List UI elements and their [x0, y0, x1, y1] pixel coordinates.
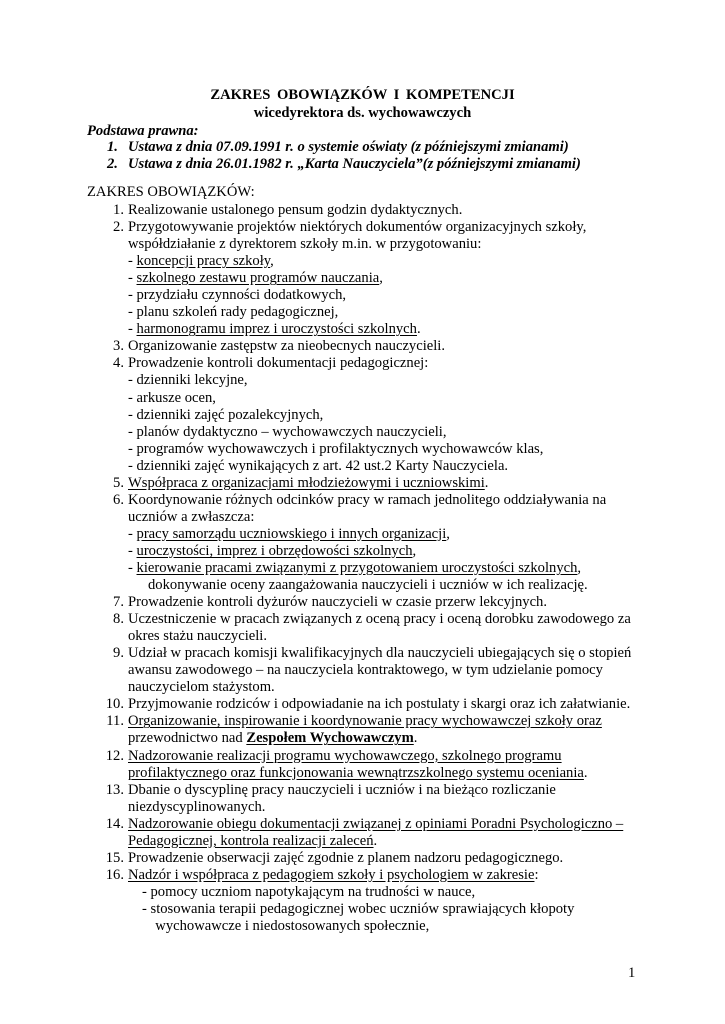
list-line-text [128, 543, 416, 560]
text-fragment: . [416, 321, 421, 338]
list-item-number: 14. [105, 815, 124, 832]
list-line-text [128, 219, 586, 236]
list-line [96, 765, 656, 782]
list-line-text [148, 577, 588, 594]
list-line [96, 577, 656, 594]
legal-basis-text: Ustawa z dnia 07.09.1991 r. o systemie oświaty (z późniejszymi zmianami) [128, 139, 569, 155]
list-line-text [128, 304, 338, 321]
text-fragment: , [270, 253, 274, 270]
text-fragment: Prowadzenie kontroli dyżurów nauczycieli w czasie przerw lekcyjnych. [128, 594, 547, 611]
list-line [96, 219, 656, 236]
list-line [96, 611, 656, 628]
list-item-number: 1. [113, 202, 124, 218]
underlined-text: harmonogramu imprez i uroczystości szkolnych [136, 321, 417, 338]
list-line-text [128, 338, 445, 355]
list-line [96, 594, 656, 611]
list-item-number: 16. [105, 866, 124, 883]
text-fragment: dokonywanie oceny zaangażowania nauczycieli i uczniów w ich realizację. [148, 577, 588, 594]
list-line [96, 236, 656, 253]
list-line-text [128, 390, 216, 407]
list-line [96, 492, 656, 509]
list-item-number: 12. [105, 747, 124, 764]
section-heading: ZAKRES OBOWIĄZKÓW: [87, 184, 255, 200]
text-fragment: - [128, 253, 137, 270]
list-line [96, 287, 656, 304]
text-fragment: - stosowania terapii pedagogicznej wobec uczniów sprawiających kłopoty [142, 900, 575, 917]
list-item-number: 6. [113, 491, 124, 508]
list-line-text [128, 765, 588, 782]
list-line-text [148, 918, 429, 935]
list-line-text [128, 475, 488, 492]
list-line-text [128, 645, 631, 662]
list-line [96, 713, 656, 730]
legal-basis-number: 1. [107, 139, 118, 155]
text-fragment: , [446, 525, 450, 542]
list-line [96, 918, 656, 935]
underlined-text: pracy samorządu uczniowskiego i innych organizacji [136, 525, 447, 542]
list-line-text [128, 509, 254, 526]
list-line-text [128, 748, 562, 765]
text-fragment: Przygotowywanie projektów niektórych dokumentów organizacyjnych szkoły, [128, 219, 587, 236]
list-line [96, 509, 656, 526]
list-line [96, 901, 656, 918]
text-fragment: - [128, 525, 137, 542]
text-fragment: uczniów a zwłaszcza: [128, 508, 255, 525]
underlined-text: Nadzorowanie realizacji programu wychowawczego, szkolnego programu [128, 747, 562, 764]
underlined-text: szkolnego zestawu programów nauczania [136, 270, 380, 287]
list-item-number: 8. [113, 611, 124, 628]
list-item-number: 4. [113, 355, 124, 372]
duties-list [96, 202, 656, 935]
text-fragment: - dzienniki lekcyjne, [128, 372, 248, 389]
list-line [96, 679, 656, 696]
list-line-text [128, 236, 481, 253]
list-line-text [128, 782, 556, 799]
list-line-text [128, 560, 581, 577]
list-line-text [128, 594, 547, 611]
text-fragment: Prowadzenie kontroli dokumentacji pedagogicznej: [128, 355, 429, 372]
text-fragment: : [534, 866, 539, 883]
list-line [96, 304, 656, 321]
underlined-text: Nadzorowanie obiegu dokumentacji związanej z opiniami Poradni Psychologiczno – [128, 815, 624, 832]
list-line [96, 338, 656, 355]
text-fragment: Dbanie o dyscyplinę pracy nauczycieli i uczniów i na bieżąco rozliczanie [128, 781, 556, 798]
list-line-text [128, 458, 508, 475]
text-fragment: - pomocy uczniom napotykającym na trudności w nauce, [142, 883, 476, 900]
document-subtitle: wicedyrektora ds. wychowawczych [253, 105, 472, 121]
text-fragment: Przyjmowanie rodziców i odpowiadanie na ich postulaty i skargi oraz ich załatwianie. [128, 696, 631, 713]
legal-basis-item [107, 155, 581, 173]
underlined-text: profilaktycznego oraz funkcjonowania wewnątrzszkolnego systemu oceniania [128, 764, 584, 781]
text-fragment: - przydziału czynności dodatkowych, [128, 287, 347, 304]
list-line-text [128, 679, 275, 696]
list-line [96, 475, 656, 492]
text-fragment: niezdyscyplinowanych. [128, 798, 266, 815]
list-line [96, 645, 656, 662]
text-fragment: - [128, 559, 137, 576]
text-fragment: . [484, 474, 489, 491]
text-fragment: przewodnictwo nad [128, 730, 247, 747]
list-line-text [128, 355, 428, 372]
list-line-text [128, 730, 417, 747]
list-line [96, 816, 656, 833]
list-item-number: 7. [113, 594, 124, 611]
list-line [96, 321, 656, 338]
list-line [96, 458, 656, 475]
text-fragment: Prowadzenie obserwacji zajęć zgodnie z planem nadzoru pedagogicznego. [128, 849, 564, 866]
legal-basis-label: Podstawa prawna: [87, 123, 199, 139]
list-line [96, 867, 656, 884]
list-item-number: 5. [113, 474, 124, 491]
list-line [96, 372, 656, 389]
underlined-text: Zespołem Wychowawczym [246, 730, 414, 747]
list-line [96, 270, 656, 287]
list-line-text [128, 867, 539, 884]
list-line [96, 390, 656, 407]
text-fragment: Koordynowanie różnych odcinków pracy w ramach jednolitego oddziaływania na [128, 491, 607, 508]
underlined-text: Nadzór i współpraca z pedagogiem szkoły i psychologiem w zakresie [128, 866, 535, 883]
list-line-text [128, 321, 421, 338]
list-item-number: 9. [113, 645, 124, 662]
list-line [96, 543, 656, 560]
text-fragment: Uczestniczenie w pracach związanych z oceną pracy i oceną dorobku zawodowego za [128, 611, 631, 628]
text-fragment: - planów dydaktyczno – wychowawczych nauczycieli, [128, 423, 447, 440]
list-line-text [128, 526, 450, 543]
list-line-text [128, 424, 447, 441]
list-line [96, 662, 656, 679]
list-line [96, 424, 656, 441]
list-line [96, 833, 656, 850]
list-line [96, 253, 656, 270]
text-fragment: wychowawcze i niedostosowanych społecznie, [148, 917, 430, 934]
list-line [96, 407, 656, 424]
list-line-text [128, 287, 346, 304]
list-line-text [128, 611, 631, 628]
list-line-text [142, 901, 574, 918]
list-line [96, 782, 656, 799]
list-line-text [128, 850, 563, 867]
text-fragment: - planu szkoleń rady pedagogicznej, [128, 304, 339, 321]
list-line-text [128, 270, 383, 287]
list-line [96, 355, 656, 372]
underlined-text: kierowanie pracami związanymi z przygotowaniem uroczystości szkolnych [136, 559, 578, 576]
text-fragment: . [413, 730, 418, 747]
list-line-text [128, 662, 603, 679]
text-fragment: Udział w pracach komisji kwalifikacyjnych dla nauczycieli ubiegających się o stopień [128, 645, 632, 662]
text-fragment: - [128, 542, 137, 559]
list-line [96, 628, 656, 645]
list-line [96, 748, 656, 765]
list-line-text [128, 713, 602, 730]
list-line [96, 730, 656, 747]
text-fragment: - arkusze ocen, [128, 389, 216, 406]
underlined-text: Organizowanie, inspirowanie i koordynowanie pracy wychowawczej szkoły oraz [128, 713, 602, 730]
list-line [96, 526, 656, 543]
list-line-text [128, 407, 323, 424]
legal-basis-item [107, 138, 569, 156]
list-line-text [128, 816, 623, 833]
text-fragment: okres stażu nauczycieli. [128, 628, 267, 645]
list-line [96, 799, 656, 816]
legal-basis-number: 2. [107, 156, 118, 172]
list-line-text [128, 833, 377, 850]
list-line [96, 560, 656, 577]
list-item-number: 3. [113, 338, 124, 355]
underlined-text: uroczystości, imprez i obrzędowości szkolnych [136, 542, 413, 559]
list-item-number: 11. [106, 713, 124, 730]
text-fragment: , [412, 542, 417, 559]
list-line [96, 884, 656, 901]
list-line-text [128, 372, 248, 389]
text-fragment: , [577, 559, 582, 576]
list-line-text [128, 628, 267, 645]
text-fragment: - programów wychowawczych i profilaktycznych wychowawców klas, [128, 440, 544, 457]
underlined-text: Współpraca z organizacjami młodzieżowymi i uczniowskimi [128, 474, 485, 491]
text-fragment: , [379, 270, 383, 287]
text-fragment: Organizowanie zastępstw za nieobecnych nauczycieli. [128, 338, 446, 355]
list-line [96, 850, 656, 867]
text-fragment: Realizowanie ustalonego pensum godzin dydaktycznych. [128, 202, 463, 218]
text-fragment: . [373, 832, 378, 849]
text-fragment: - dzienniki zajęć pozalekcyjnych, [128, 406, 324, 423]
text-fragment: - dzienniki zajęć wynikających z art. 42 ust.2 Karty Nauczyciela. [128, 457, 509, 474]
list-line [96, 441, 656, 458]
list-line-text [128, 202, 462, 219]
text-fragment: współdziałanie z dyrektorem szkoły m.in. w przygotowaniu: [128, 236, 482, 253]
list-item-number: 15. [105, 849, 124, 866]
text-fragment: - [128, 321, 137, 338]
list-item-number: 2. [113, 219, 124, 236]
page-number: 1 [628, 965, 636, 981]
list-line-text [128, 253, 274, 270]
text-fragment: awansu zawodowego – na nauczyciela kontraktowego, w tym udzielanie pomocy [128, 662, 603, 679]
list-line [96, 696, 656, 713]
underlined-text: koncepcji pracy szkoły [136, 253, 271, 270]
list-line-text [128, 441, 543, 458]
underlined-text: Pedagogicznej, kontrola realizacji zaleceń [128, 832, 374, 849]
text-fragment: nauczycielom stażystom. [128, 679, 275, 696]
text-fragment: . [583, 764, 588, 781]
document-title: ZAKRES OBOWIĄZKÓW I KOMPETENCJI [210, 87, 515, 103]
list-line [96, 202, 656, 219]
list-line-text [142, 884, 475, 901]
list-line-text [128, 696, 630, 713]
legal-basis-text: Ustawa z dnia 26.01.1982 r. „Karta Nauczyciela”(z późniejszymi zmianami) [128, 156, 581, 172]
list-item-number: 13. [105, 781, 124, 798]
list-line-text [128, 799, 265, 816]
list-item-number: 10. [105, 696, 124, 713]
list-line-text [128, 492, 606, 509]
text-fragment: - [128, 270, 137, 287]
